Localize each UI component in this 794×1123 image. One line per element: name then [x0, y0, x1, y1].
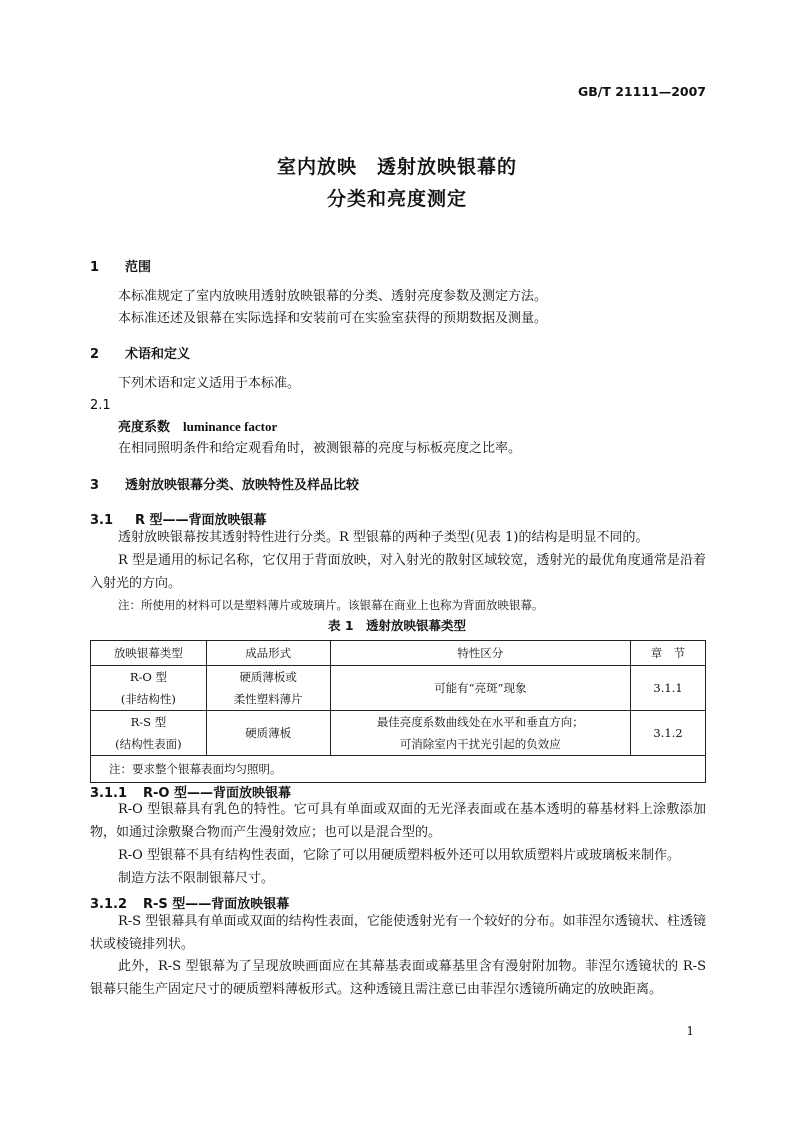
table-row [91, 711, 706, 756]
cell-feature: 最佳亮度系数曲线处在水平和垂直方向； [376, 715, 584, 729]
cell-feature-sub: 可消除室内干扰光引起的负效应 [399, 737, 561, 751]
table-note-row [91, 756, 706, 783]
s3-paragraph-2: R 型是通用的标记名称，它仅用于背面放映，对入射光的散射区域较宽，透射光的最优角度通常是沿着入射光的方向。 [90, 553, 706, 591]
term-zh: 亮度系数 [118, 420, 171, 435]
s312-paragraph-2: 此外，R-S 型银幕为了呈现放映画面应在其幕基表面或幕基里含有漫射附加物。菲涅尔透镜状的 R-S 银幕只能生产固定尺寸的硬质塑料薄板形式。这种透镜且需注意已由菲涅尔透镜所确定的放映距离。 [90, 959, 706, 997]
cell-type-sub: (结构性表面) [115, 737, 182, 751]
s3-paragraph-1: 透射放映银幕按其透射特性进行分类。R 型银幕的两种子类型(见表 1)的结构是明显不同的。 [118, 530, 649, 545]
section-3-1-heading: 3.1 R 型——背面放映银幕 [90, 513, 267, 528]
col-header-type: 放映银幕类型 [91, 641, 207, 666]
s312-paragraph-1: R-S 型银幕具有单面或双面的结构性表面，它能使透射光有一个较好的分布。如菲涅尔透镜状、柱透镜状或棱镜排列状。 [90, 914, 706, 952]
page-number: 1 [686, 1024, 694, 1038]
s1-paragraph-1: 本标准规定了室内放映用透射放映银幕的分类、透射亮度参数及测定方法。 [118, 289, 548, 304]
cell-feature: 可能有“亮斑”现象 [434, 681, 527, 695]
cell-form: 硬质薄板 [245, 726, 292, 740]
table-header-row [91, 641, 706, 666]
col-header-form: 成品形式 [206, 641, 330, 666]
term-definition: 在相同照明条件和给定观看角时，被测银幕的亮度与标板亮度之比率。 [118, 441, 522, 456]
page-title-line1: 室内放映 透射放映银幕的 [276, 156, 517, 178]
section-3-1-2-heading: 3.1.2 R-S 型——背面放映银幕 [90, 897, 290, 912]
s1-paragraph-2: 本标准还述及银幕在实际选择和安装前可在实验室获得的预期数据及测量。 [118, 311, 548, 326]
cell-type-sub: (非结构性) [120, 692, 176, 706]
s3-note: 注：所使用的材料可以是塑料薄片或玻璃片。该银幕在商业上也称为背面放映银幕。 [118, 598, 544, 612]
cell-section: 3.1.2 [631, 711, 706, 756]
s2-paragraph-1: 下列术语和定义适用于本标准。 [118, 376, 301, 391]
term-en: luminance factor [183, 419, 278, 434]
cell-type: R-O 型 [129, 670, 167, 684]
page-title-line2: 分类和亮度测定 [326, 188, 467, 210]
subsection-2-1-number: 2.1 [90, 398, 111, 413]
col-header-section: 章 节 [631, 641, 706, 666]
section-1-heading: 1 范围 [90, 260, 152, 275]
cell-type: R-S 型 [130, 715, 167, 729]
term-line [90, 415, 706, 439]
s311-paragraph-3: 制造方法不限制银幕尺寸。 [118, 871, 275, 886]
s311-paragraph-2: R-O 型银幕不具有结构性表面，它除了可以用硬质塑料板外还可以用软质塑料片或玻璃板来制作。 [118, 848, 680, 863]
s311-paragraph-1: R-O 型银幕具有乳色的特性。它可具有单面或双面的无光泽表面或在基本透明的幕基材料上涂敷添加物，如通过涂敷聚合物而产生漫射效应；也可以是混合型的。 [90, 802, 706, 840]
cell-form-sub: 柔性塑料薄片 [233, 692, 303, 706]
table-row [91, 666, 706, 711]
section-3-1-1-heading: 3.1.1 R-O 型——背面放映银幕 [90, 786, 291, 801]
table-caption: 表 1 透射放映银幕类型 [327, 618, 467, 633]
cell-form: 硬质薄板或 [239, 670, 297, 684]
screen-type-table [90, 640, 706, 783]
section-2-heading: 2 术语和定义 [90, 347, 191, 362]
section-3-heading: 3 透射放映银幕分类、放映特性及样品比较 [90, 478, 360, 493]
table-note: 注：要求整个银幕表面均匀照明。 [91, 756, 706, 783]
col-header-feature: 特性区分 [330, 641, 630, 666]
standard-number: GB/T 21111—2007 [577, 84, 706, 99]
cell-section: 3.1.1 [631, 666, 706, 711]
